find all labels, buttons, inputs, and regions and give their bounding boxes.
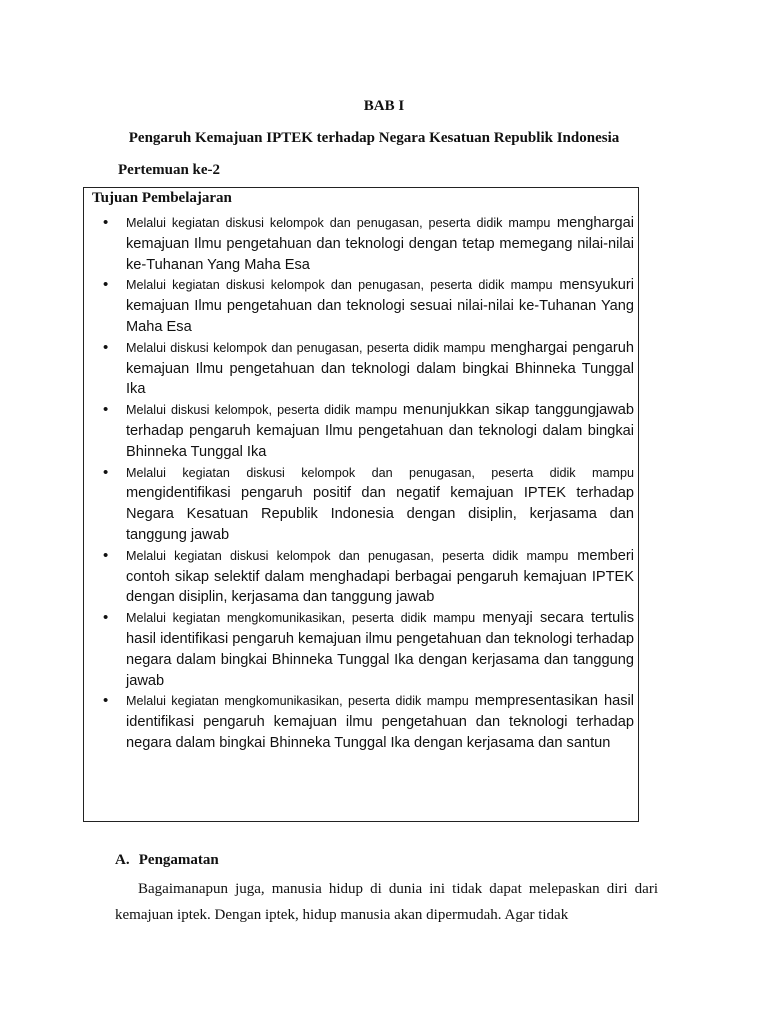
meeting-label: Pertemuan ke-2 — [118, 162, 221, 178]
objective-text: memberi contoh sikap selektif dalam menghadapi berbagai pengaruh kemajuan IPTEK dengan disiplin, kerjasama dan tanggung jawab — [126, 547, 634, 606]
objective-text: mensyukuri kemajuan Ilmu pengetahuan dan teknologi sesuai nilai-nilai ke-Tuhanan Yang Maha Esa — [126, 277, 634, 335]
objective-text: menghargai pengaruh kemajuan Ilmu pengetahuan dan teknologi dalam bingkai Bhinneka Tunggal Ika — [126, 339, 634, 398]
objective-text: menghargai kemajuan Ilmu pengetahuan dan teknologi dengan tetap memegang nilai-nilai ke-Tuhanan Yang Maha Esa — [126, 215, 634, 273]
objective-item — [84, 546, 640, 608]
objective-item — [84, 400, 640, 462]
objective-lead-text: Melalui kegiatan diskusi kelompok dan penugasan, peserta didik mampu — [126, 465, 634, 480]
objective-item — [84, 608, 640, 691]
objective-item — [84, 213, 640, 275]
objective-text: mempresentasikan hasil identifikasi pengaruh kemajuan ilmu pengetahuan dan teknologi terhadap negara dalam bingkai Bhinneka Tunggal Ika dengan kerjasama dan santun — [126, 693, 634, 751]
objective-text: menunjukkan sikap tanggungjawab terhadap pengaruh kemajuan Ilmu pengetahuan dan teknologi dalam bingkai Bhinneka Tunggal Ika — [126, 402, 634, 460]
objective-item — [84, 463, 640, 546]
objective-text: menyaji secara tertulis hasil identifikasi pengaruh kemajuan ilmu pengetahuan dan teknologi terhadap negara dalam bingkai Bhinneka Tunggal Ika dengan kerjasama dan tanggung jawab — [126, 610, 634, 689]
section-paragraph: Bagaimanapun juga, manusia hidup di dunia ini tidak dapat melepaskan diri dari kemajuan iptek. Dengan iptek, hidup manusia akan dipermudah. Agar tidak — [115, 881, 658, 923]
section-heading — [115, 852, 219, 869]
chapter-subtitle: Pengaruh Kemajuan IPTEK terhadap Negara Kesatuan Republik Indonesia — [128, 130, 620, 146]
chapter-title: BAB I — [363, 98, 405, 114]
section-title: Pengamatan — [138, 852, 219, 868]
learning-objectives-list — [84, 213, 640, 754]
objective-lead-text: Melalui diskusi kelompok dan penugasan, peserta didik mampu — [126, 340, 486, 355]
objective-item — [84, 338, 640, 400]
section-number: A. — [115, 852, 130, 868]
learning-objectives-box — [83, 187, 639, 822]
objective-lead-text: Melalui kegiatan mengkomunikasikan, peserta didik mampu — [126, 694, 469, 709]
objective-item — [84, 691, 640, 753]
learning-objectives-title: Tujuan Pembelajaran — [92, 190, 232, 206]
objective-text: mengidentifikasi pengaruh positif dan negatif kemajuan IPTEK terhadap Negara Kesatuan Republik Indonesia dengan disiplin, kerjasama dan tanggung jawab — [126, 485, 634, 543]
objective-lead-text: Melalui kegiatan mengkomunikasikan, peserta didik mampu — [126, 611, 476, 626]
objective-lead-text: Melalui kegiatan diskusi kelompok dan penugasan, peserta didik mampu — [126, 278, 553, 293]
objective-item — [84, 275, 640, 337]
objective-lead-text: Melalui diskusi kelompok, peserta didik mampu — [126, 403, 398, 418]
objective-lead-text: Melalui kegiatan diskusi kelompok dan penugasan, peserta didik mampu — [126, 216, 551, 230]
objective-lead-text: Melalui kegiatan diskusi kelompok dan penugasan, peserta didik mampu — [126, 548, 569, 563]
